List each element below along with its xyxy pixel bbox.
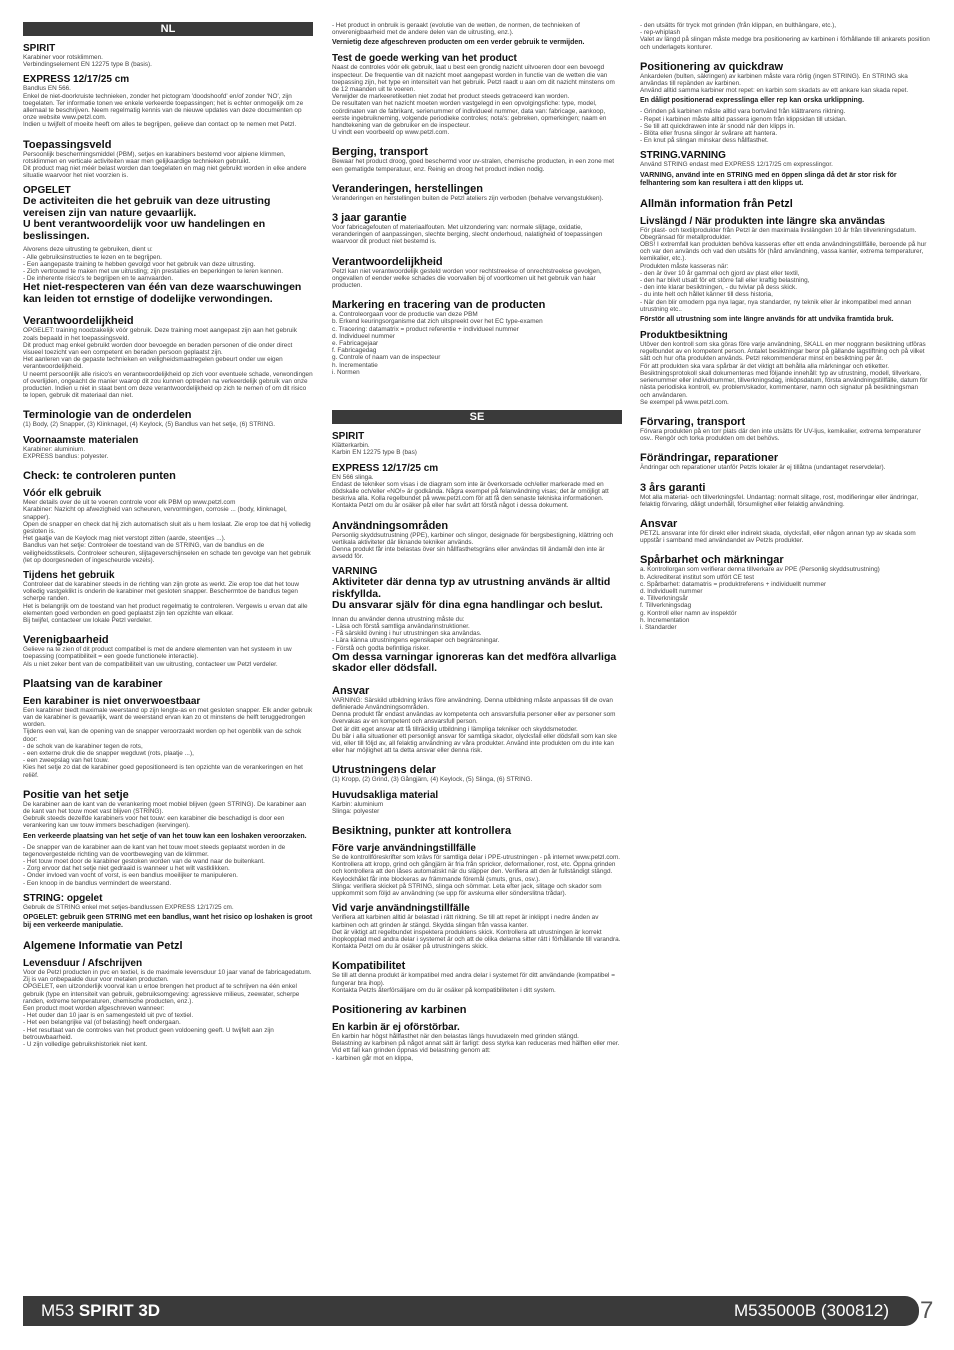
section (640, 61, 930, 145)
section (23, 678, 313, 690)
section-heading: 3 jaar garantie (332, 212, 407, 225)
section (640, 216, 930, 324)
section (23, 409, 313, 428)
section-body: Verifiera att karbinen alltid är belastad i rätt riktning. Se till att repet är inklippt i nedre änden av karbinen och att grinden är stängd. Skydda slingan från vassa kanter. Det är viktigt att regelbundet inspektera produktens skick. Kontrollera att utrustningen är korrekt ihopkopplad med andra delar i systemet är och att de olika delarna sitter rätt i förhållande till varandra. Kontakta Petzl om du är osäker på utrustningens skick. (332, 914, 621, 951)
section (640, 150, 930, 187)
section-heading: Livslängd / När produkten inte längre ska användas (640, 215, 886, 227)
section-body: Controleer dat de karabiner steeds in de richting van zijn grote as werkt. Zie erop toe dat het touw volledig vastgeklikt is onderin de karabiner met gesloten snapper. Beschermtoe de bandlus tegen scherpe randen. Het is belangrijk om de toestand van het product regelmatig te controleren. Vergewis u ervan dat alle elementen goed verbonden en goed geplaatst zijn ten opzichte van elkaar. Bij twijfel, contacteer uw lokale Petzl verdeler. (23, 580, 308, 624)
section-heading: Vid varje användningstillfälle (332, 903, 470, 915)
section (332, 790, 622, 815)
bold-notice: En dåligt positionerad expresslinga eller rep kan orska urklippning. (640, 97, 865, 105)
section (332, 1022, 622, 1062)
section-body: Karbin: aluminium Slinga: polyester (332, 800, 384, 815)
section-heading: Ansvar (332, 684, 370, 697)
section-heading: EXPRESS 12/17/25 cm (332, 462, 439, 474)
column-2 (332, 22, 622, 1068)
section (23, 435, 313, 460)
section-body: - Grinden på karbinen måste alltid vara bortvänd från klättrarens riktning. - Repet i karbinen måste alltid passera igenom från klippsidan till utsidan. - Se till att quickdrawen inte är snodd när den klipps in. - Blöta eller frusna slingor är svårare att hantera. - En knut på slingan minskar dess hållfasthet. (640, 108, 847, 145)
section-body: (1) Body, (2) Snapper, (3) Klinknagel, (4) Keylock, (5) Bandlus van het setje, (6) STRING. (23, 421, 276, 429)
section (332, 903, 622, 950)
section-heading: Allmän information från Petzl (640, 197, 793, 210)
section (332, 764, 622, 783)
section (640, 198, 930, 210)
section-heading: EXPRESS 12/17/25 cm (23, 74, 130, 86)
section-body: Ankardelen (bulten, säkringen) av karbinen måste vara rörlig (ingen STRING). En STRING ska användas till repänden av karbinen. Använd alltid samma karbiner mot repet: en karbin som skadats av ett ankare kan skada repet. (640, 72, 909, 95)
warning-text: De activiteiten die het gebruik van deze uitrusting vereisen zijn van nature gevaarlijk. U bent verantwoordelijk voor uw handelingen en beslissingen. (23, 195, 271, 242)
section-heading: Een karabiner is niet onverwoestbaar (23, 695, 201, 707)
section-heading: SPIRIT (332, 431, 365, 443)
section-body: Se till att denna produkt är kompatibel med andra delar i systemet för ditt användande (kompatibel = fungerar bra ihop). Kontakta Petzls återförsäljare om du är osäker på kompatibiliteten i ditt system. (332, 972, 615, 994)
section-heading: Besiktning, punkter att kontrollera (332, 825, 512, 838)
section (332, 960, 622, 994)
section-heading: Kompatibilitet (332, 960, 406, 973)
section-body: Innan du använder denna utrustning måste du: - Läsa och förstå samtliga användarinstruktioner. - Få särskild övning i hur utrustningen ska användas. - Lära känna utrustningens egenskaper och begränsningar. - Förstå och godta befintliga risker. (332, 615, 500, 652)
section-heading: Positionering av karbinen (332, 1003, 467, 1016)
section-body: Naast de controles vóór elk gebruik, laat u best een grondig nazicht uitvoeren door een bevoegd inspecteur. De frequentie van dit nazicht moet aangepast worden in functie van de wetten die van toepassing zijn, het type en intensiteit van het gebruik. Petzl raadt u aan om dit nazicht minstens om de 12 maanden uit te voeren. Verwijder de markeeretiketten niet zodat het product steeds getraceerd kan worden. De resultaten van het nazicht moeten worden vastgelegd in een opvolgingsfiche: type, model, coördinaten van de fabrikant, serienummer of individueel nummer, data van: fabricage, aankoop, eerste ingebruikneming, volgende periodieke controles; nota's: gebreken, opmerkingen; naam en handtekening van de gebruiker en de inspecteur. U vindt een voorbeeld op www.petzl.com. (332, 64, 615, 137)
bold-notice: Vernietig deze afgeschreven producten om een verder gebruik te vermijden. (332, 39, 585, 47)
section (332, 299, 622, 376)
section (23, 139, 313, 180)
section-heading: Toepassingsveld (23, 138, 112, 151)
section (332, 146, 622, 172)
section-body: Een karabiner biedt maximale weerstand op zijn lengte-as en met gesloten snapper. Elk ander gebruik van de karabiner is gevaarlijk, want de weerstand ervan kan zo ot minstens de helft teruggedrongen worden. Tijdens een val, kan de opening van de snapper veroorzaakt worden op het ogenblik van de schok door: - de schok van de karabiner tegen de rots, - een externe druk die de snapper wegduwt (rots, plaatje ...), - een zweepslag van het touw. Kies het setje zo dat de karabiner goed gepositioneerd is ten opzichte van de verankeringen en het reliëf. (23, 706, 313, 779)
section-heading: STRING: opgelet (23, 892, 103, 904)
section-heading: Markering en tracering van de producten (332, 299, 546, 312)
section-body: För plast- och textilprodukter från Petzl är den maximala livslängden 10 år från tillverkningsdatum. Obegränsad för metallprodukter. OBS! I extremfall kan produkten behöva kasseras efter ett enda användningstillfälle, beroende på hur och var den används och vad den utsätts för (hård användning, vassa kanter, extrema temperaturer, kemikalier, etc.). Produkten måste kasseras när: - den är över 10 år gammal och gjord av plast eller textil, - den har blivit utsatt för ett större fall eller kraftig belastning, - den inte klarar besiktningen, - du tvivlar på dess skick. - du inte helt och hållet känner till dess historia, - När den blir omodern pga nya lagar, nya standarder, ny teknik eller är inkompatibel med annan utrustning etc.. (640, 226, 927, 313)
section (640, 22, 930, 51)
section (332, 256, 622, 290)
warning-text: Om dessa varningar ignoreras kan det medföra allvarliga skador eller dödsfall. (332, 650, 617, 675)
section (332, 685, 622, 755)
bold-notice: OPGELET: gebruik geen STRING met een bandlus, want het risico op loshaken is groot bij een verkeerde manipulatie. (23, 914, 313, 930)
section-body: Persoonlijk beschermingsmiddel (PBM), setjes en karabiners bestemd voor alpiene klimmen, rotsklimmen en verticale activiteiten waar men gelijkaardige technieken gebruikt. Dit product mag niet méér belast worden dan toegelaten en mag niet gebruikt worden in elke andere situatie waarvoor het niet voorzien is. (23, 150, 307, 180)
section-body: Personlig skyddsutrustning (PPE), karbiner och slingor, designade för bergsbestigning, klättring och vertikala aktiviteter där liknande tekniker används. Denna produkt får inte belastas över sin hållfasthetsgräns eller användas till ändamål den inte är avsedd för. (332, 531, 614, 561)
section-body: Klätterkarbin. Karbin EN 12275 type B (bas) (332, 442, 417, 457)
section-heading: Levensduur / Afschrijven (23, 958, 143, 970)
section-body: De karabiner aan de kant van de verankering moet mobiel blijven (geen STRING). De karabiner aan de kant van het touw moet vast blijven (STRING). Gebruik steeds dezelfde karabiners voor het touw: een karabiner die beschadigd is door een verankering kan uw touw immers beschadigen (kervingen). (23, 800, 307, 830)
section (23, 789, 313, 887)
section-heading: Tijdens het gebruik (23, 569, 115, 581)
section (332, 825, 622, 837)
page-number: 7 (920, 1297, 934, 1324)
section-body: (1) Kropp, (2) Grind, (3) Gångjärn, (4) Keylock, (5) Slinga, (6) STRING. (332, 776, 533, 784)
section-body: VARNING: Särskild utbildning krävs före användning. Denna utbildning måste anpassas till de ovan definierade Användningsområden. Denna produkt får endast användas av kompetenta och ansvarsfulla personer eller av personer som övervakas av en kompetent och ansvarsfull person. Det är ditt eget ansvar att få tillräcklig utbildning i lämpliga tekniker och skyddsmetoder. Du bär i alla situationer ett personligt ansvar för samtliga skador, olycksfall eller dödsfall som kan ske vid, eller till följd av, all felaktig användning av våra produkter. Använd inte produkten om du inte kan eller har möjlighet att ta detta ansvar eller denna risk. (332, 696, 617, 755)
dutch-sections (23, 43, 313, 1048)
dutch-sections-continued (332, 22, 622, 376)
section-body: Se de kontrollföreskrifter som krävs för samtliga delar i PPE-utrustningen - på internet www.petzl.com. Kontrollera att kropp, grind och gångjärn är fria från sprickor, deformationer, rost, etc. Öppna grinden och kontrollera att den låses automatiskt när du släpper den. Verifiera att den är fullständigt stängd. Keylockhålet får inte blockeras av främmande föremål (smuts, grus, osv.). Slinga: verifiera skicket på STRING, slinga och sömmar. Leta efter jack, slitage och skador som uppkommit som följd av användning (se upp för avskurna eller sönderslitna trådar). (332, 854, 621, 898)
section (640, 554, 930, 631)
section-heading: VARNING (332, 566, 378, 578)
section-body: - den utsätts för tryck mot grinden (från klippan, en bulthängare, etc.), - rep-whiplash Valet av längd på slingan måste medge bra positionering av karbinen i förhållande till ankarets position och underlagets konturer. (640, 22, 930, 51)
section-heading: Spårbarhet och märkningar (640, 554, 784, 567)
section (23, 488, 313, 564)
section-body: a. Kontrollorgan som verifierar denna tillverkare av PPE (Personlig skyddsutrustning) b. Ackrediterat institut som utfört CE test c. Spårbarhet: datamatris = produktreferens + individuellt nummer d. Individuellt nummer e. Tillverkningsår f. Tillverkningsdag g. Kontroll eller namn av inspektör h. Incrementation i. Standarder (640, 566, 880, 631)
language-header-nl: NL (23, 22, 313, 36)
section-heading: Vóór elk gebruik (23, 488, 102, 500)
section-body: En karbin har högst hållfasthet när den belastas längs huvudaxeln med grinden stängd. Belastning av karbinen på något annat sätt är farligt: dess styrka kan reduceras med hälften eller mer. Vid ett fall kan grinden öppnas vid belastning genom att: - karbinen går mot en klippa, (332, 1032, 620, 1062)
section-body: Bandlus EN 566. Enkel de niet-doorkruiste technieken, zonder het pictogram 'doodshoofd' en/of zonder 'NO', zijn toegelaten. Ter informatie tonen we enkele verkeerde toepassingen; het is echter onmogelijk om ze allemaal te beschrijven. Neem regelmatig kennis van de nieuwe updates van deze documenten op onze website www.petzl.com. Indien u twijfelt of moeite heeft om alles te begrijpen, gelieve dan contact op te nemen met Petzl. (23, 85, 304, 129)
footer-bar (23, 1296, 919, 1326)
section (332, 1004, 622, 1016)
section (332, 53, 622, 136)
section-heading: Förvaring, transport (640, 415, 746, 428)
column-3-swedish (640, 22, 930, 637)
section-body: - Het product in onbruik is geraakt (evolutie van de wetten, de normen, de technieken of onverenigbaarheid met de andere delen van de uitrusting, enz.). (332, 22, 580, 37)
section-heading: Berging, transport (332, 146, 428, 159)
section (332, 843, 622, 897)
section (332, 566, 622, 675)
section (640, 518, 930, 544)
section (23, 43, 313, 68)
bold-notice: Een verkeerde plaatsing van het setje of van het touw kan een loshaken veroorzaken. (23, 832, 307, 840)
section (23, 696, 313, 779)
column-1-dutch (23, 22, 313, 1054)
section-body: Veranderingen en herstellingen buiten de Petzl ateliers zijn verboden (behalve vervangstukken). (332, 194, 604, 202)
section-body: Karabiner voor rotsklimmen. Verbindingselement EN 12275 type B (basis). (23, 54, 152, 69)
bold-notice: Förstör all utrustning som inte längre används för att undvika framtida bruk. (640, 316, 894, 324)
section-heading: Verantwoordelijkheid (332, 255, 443, 268)
section-heading: Veranderingen, herstellingen (332, 182, 483, 195)
section-body: a. Controleorgaan voor de productie van deze PBM b. Erkend keuringsorganisme dat zich uitspreekt over het EC type-examen c. Tracering: datamatrix = product referentie + individueel nummer d. Individueel nummer e. Fabricagejaar f. Fabricagedag g. Controle of naam van de inspecteur h. Incrementatie i. Normen (332, 311, 543, 376)
section (640, 416, 930, 442)
section-heading: Före varje användningstillfälle (332, 843, 476, 855)
section-body: Voor de Petzl producten in pvc en textiel, is de maximale levensduur 10 jaar vanaf de fabricagedatum. Zij is van onbepaalde duur voor metalen producten. OPGELET, een uitzonderlijk voorval kan u ertoe brengen het product af te schrijven na één enkel gebruik (type en intensiteit van gebruik, gebruiksomgeving: agressieve milieus, zeewater, scherpe randen, extreme temperaturen, chemische producten, enz.). Een product moet worden afgeschreven wanneer: - Het ouder dan 10 jaar is en samengesteld uit pvc of textiel. - Het een belangrijke val (of belasting) heeft ondergaan. - Het resultaat van de controles van het product geen voldoening geeft. U twijfelt aan zijn betrouwbaarheid. - U zijn volledige gebruikshistoriek niet kent. (23, 969, 312, 1049)
section-heading: Algemene Informatie van Petzl (23, 940, 183, 953)
section-body: Karabiner: aluminium. EXPRESS bandlus: polyester. (23, 445, 109, 460)
section-heading: Huvudsakliga material (332, 789, 439, 801)
section-body: Alvorens deze uitrusting te gebruiken, dient u: - Alle gebruiksinstructies te lezen en te begrijpen. - Een aangepaste training te hebben gevolgd voor het gebruik van deze uitrusting. - Zich vertrouwd te maken met uw uitrusting; zijn prestaties en beperkingen te leren kennen. - De inherente risico's te begrijpen en te aanvaarden. (23, 246, 284, 283)
section (332, 22, 622, 47)
section-body: Meer details over de uit te voeren controle voor elk PBM op www.petzl.com Karabiner: Nazicht op afwezigheid van scheuren, vervormingen, corrosie ... (body, klinknagel, snapper). Open de snapper en check dat hij zich automatisch sluit als u hem loslaat. Zie erop toe dat hij volledig gesloten is. Het gaatje van de Keylock mag niet verstopt zitten (aarde, steentjes ...). Bandlus van het setje: Controleer de toestand van de STRING, van de bandlus en de veiligheidsstiksels. Controleer scheuren, slijtageverschijnselen en schade ten gevolge van het gebruik (let op doorgesneden of ingescheurde vezels). (23, 499, 311, 564)
section-body: Gelieve na te zien of dit product compatibel is met de andere elementen van het systeem in uw toepassing (compatibiliteit = een goede functionele interactie). Als u niet zeker bent van de compatibiliteit van uw uitrusting, contacteer uw Petzl verdeler. (23, 646, 292, 668)
section-heading: 3 års garanti (640, 481, 706, 494)
section-body: Voor fabricagefouten of materiaalfouten. Met uitzondering van: normale slijtage, oxidatie, veranderingen of aanpassingen, slechte berging, slecht onderhoud, nalatigheid of toepassingen waarvoor dit product niet bestemd is. (332, 224, 603, 246)
section-body: Bewaar het product droog, goed beschermd voor uv-stralen, chemische producten, in een zone met een gematigde temperatuur, enz. Reinig en droog het product indien nodig. (332, 158, 615, 173)
section-heading: Voornaamste materialen (23, 434, 139, 446)
section-body: - De snapper van de karabiner aan de kant van het touw moet steeds geplaatst worden in de tegenovergestelde richting van de voortbeweging van de klimmer. - Het touw moet door de karabiner gestoken worden van de wand naar de buitenkant. - Zorg ervoor dat het setje niet gedraaid is wanneer u het wilt vastklikken. - Onder invloed van vocht of vorst, is een bandlus moeilijker te manipuleren. - Een knoop in de bandlus vermindert de weerstand. (23, 843, 286, 887)
section (23, 185, 313, 305)
section (23, 940, 313, 952)
section-heading: En karbin är ej oförstörbar. (332, 1021, 460, 1033)
section-body: Mot alla material- och tillverkningsfel. Undantag: normalt slitage, rost, modifieringar eller ändringar, felaktig förvaring, dåligt underhåll, försumlighet eller felaktig användning. (640, 493, 919, 508)
section-heading: Produktbesiktning (640, 330, 728, 342)
section-body: Använd STRING endast med EXPRESS 12/17/25 cm expresslingor. (640, 161, 833, 169)
section (23, 470, 313, 482)
section (640, 482, 930, 508)
section-heading: Ansvar (640, 517, 678, 530)
section-heading: Användningsområden (332, 519, 449, 532)
section-body: Petzl kan niet verantwoordelijk gesteld worden voor rechtstreekse of onrechtstreekse gevolgen, ongevallen of eender welke schades die voorvallen bij of voortkomen uit het gebruik van haar producten. (332, 267, 602, 290)
section (23, 315, 313, 399)
section (332, 212, 622, 246)
section-heading: SPIRIT (23, 43, 56, 54)
section (23, 958, 313, 1048)
section-body: Ändringar och reparationer utanför Petzls lokaler är ej tillåtna (undantaget reservdelar). (640, 464, 886, 472)
section-heading: STRING.VARNING (640, 150, 726, 162)
warning-text: Het niet-respecteren van één van deze waarschuwingen kan leiden tot ernstige of dodelijke verwondingen. (23, 281, 302, 305)
section (332, 431, 622, 456)
section (332, 183, 622, 202)
section-heading: Terminologie van de onderdelen (23, 409, 192, 422)
swedish-sections (332, 431, 622, 1062)
section-body: OPGELET: training noodzakelijk vóór gebruik. Deze training moet aangepast zijn aan het gebruik zoals bepaald in het toepassingsveld. Dit product mag enkel gebruikt worden door bevoegde en beraden personen of die onder direct visueel toezicht van een competent en beraden persoon geplaatst zijn. Het aanleren van de gepaste technieken en veiligheidsmaatregelen gebeurt onder uw eigen verantwoordelijkheid. U neemt persoonlijk alle risico's en verantwoordelijkheid op zich voor eventuele schade, verwondingen of overlijden, ongeacht de manier waarop dit zou kunnen optreden na verkeerdelijk gebruik van onze producten. Indien u niet in staat bent om deze verantwoordelijkheid op zich te nemen of om dit risico te lopen, gebruik dit materiaal dan niet. (23, 327, 313, 400)
swedish-sections-continued (640, 22, 930, 631)
section (640, 452, 930, 471)
section-body: Utöver den kontroll som ska göras före varje användning, SKALL en mer noggrann besiktning utföras regelbundet av en kompetent person. Antalet besiktningar beror på gällande lagstiftning och på vilket sätt och hur ofta produkten används. Petzl rekommenderar minst en besiktning per år. För att produkten ska vara spårbar är det viktigt att behålla alla märkningar och etiketter. Besiktningsprotokoll skall dokumenteras med följande innehåll: typ av utrustning, modell, tillverkare, serienummer eller individnummer, tillverkningsdag, inköpsdatum, första användningstillfälle, datum för nästa periodiska kontroll, ev. problem/skador, kommentarer, namn och signatur på besiktningsman och användaren. Se exempel på www.petzl.com. (640, 341, 928, 406)
section (23, 634, 313, 668)
section-heading: Plaatsing van de karabiner (23, 677, 163, 690)
section-body: EN 566 slinga. Endast de tekniker som visas i de diagram som inte är överkorsade och/eller markerade med en dödskalle och/eller «NO!» är godkända. Några exempel på felanvändning visas; det är omöjligt att beskriva alla. Kolla regelbundet på www.petzl.com för att få den senaste tekniska informationen. Kontakta Petzl om du är osäker på eller har svårt att förstå något i dessa dokument. (332, 473, 609, 510)
bold-notice: VARNING, använd inte en STRING med en öppen slinga då det är stor risk för felhantering som kan resultera i att den klipps ut. (640, 171, 897, 187)
section-heading: Test de goede werking van het product (332, 53, 517, 65)
footer-model (41, 1301, 160, 1321)
section (23, 570, 313, 624)
section (332, 463, 622, 510)
section-body: PETZL ansvarar inte för direkt eller indirekt skada, olycksfall, eller någon annan typ av skada som uppstår i samband med användandet av Petzls produkter. (640, 529, 916, 545)
section-heading: Positionering av quickdraw (640, 60, 784, 73)
section (640, 330, 930, 406)
section-heading: Verantwoordelijkheid (23, 315, 134, 328)
section-body: Gebruik de STRING enkel met setjes-bandlussen EXPRESS 12/17/25 cm. (23, 903, 234, 911)
section-heading: Check: te controleren punten (23, 470, 176, 483)
section-heading: Positie van het setje (23, 788, 129, 801)
section-heading: Utrustningens delar (332, 764, 436, 777)
model-code: M53 (41, 1301, 75, 1320)
document-reference: M535000B (300812) (733, 1301, 889, 1320)
model-name: SPIRIT 3D (78, 1301, 161, 1320)
section-heading: OPGELET (23, 185, 71, 197)
section (23, 893, 313, 930)
language-header-se: SE (332, 410, 622, 424)
section-heading: Verenigbaarheid (23, 634, 109, 647)
section-body: Förvara produkten på en torr plats där den inte utsätts för UV-ljus, kemikalier, extrema temperaturer osv.. Rengör och torka produkten om det behövs. (640, 427, 921, 443)
section-heading: Förändringar, reparationer (640, 452, 779, 465)
section (23, 74, 313, 128)
warning-text: Aktiviteter där denna typ av utrustning används är alltid riskfyllda. Du ansvarar själv för dina egna handlingar och beslut. (332, 576, 611, 612)
section (332, 520, 622, 561)
